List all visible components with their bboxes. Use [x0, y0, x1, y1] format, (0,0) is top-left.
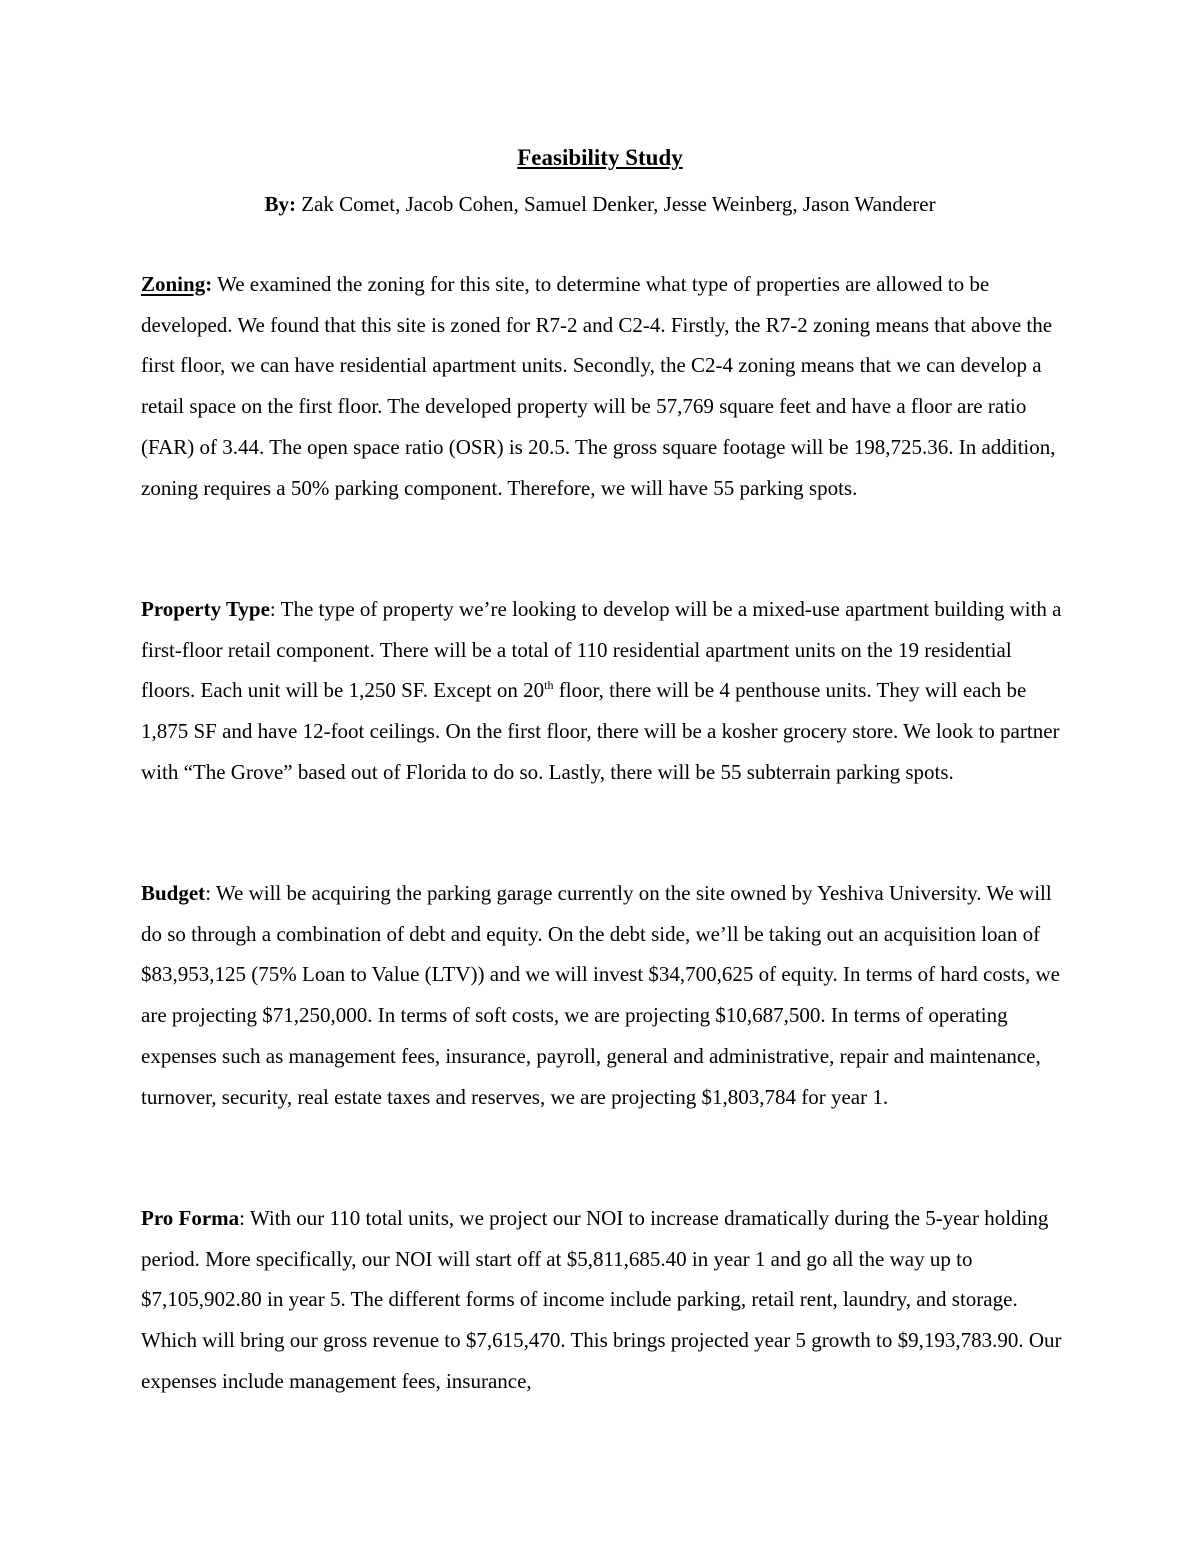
budget-paragraph: : We will be acquiring the parking garage currently on the site owned by Yeshiva University. We will do so through a combination of debt and equity. On the debt side, we’ll be taking out an acquisition loan of $83,953,125 (75% Loan to Value (LTV)) and we will invest $34,700,625 of equity. In terms of hard costs, we are projecting $71,250,000. In terms of soft costs, we are projecting $10,687,500. In terms of operating expenses such as management fees, insurance, payroll, general and administrative, repair and maintenance, turnover, security, real estate taxes and reserves, we are projecting $1,803,784 for year 1. — [141, 881, 1060, 1109]
pro-forma-section — [141, 1198, 1066, 1402]
property-type-section — [141, 589, 1066, 793]
byline-label: By: — [264, 192, 296, 216]
pro-forma-paragraph: : With our 110 total units, we project our NOI to increase dramatically during the 5-year holding period. More specifically, our NOI will start off at $5,811,685.40 in year 1 and go all the way up to $7,105,902.80 in year 5. The different forms of income include parking, retail rent, laundry, and storage. Which will bring our gross revenue to $7,615,470. This brings projected year 5 growth to $9,193,783.90. Our expenses include management fees, insurance, — [141, 1206, 1062, 1393]
pro-forma-heading: Pro Forma — [141, 1206, 240, 1230]
property-type-paragraph-part2: floor, there will be 4 penthouse units. They will each be 1,875 SF and have 12-foot ceilings. On the first floor, there will be a kosher grocery store. We look to partner with “The Grove” based out of Florida to do so. Lastly, there will be 55 subterrain parking spots. — [141, 678, 1060, 784]
ordinal-superscript: th — [544, 678, 554, 693]
property-type-paragraph-part1: : The type of property we’re looking to develop will be a mixed-use apartment building with a first-floor retail component. There will be a total of 110 residential apartment units on the 19 residential floors. Each unit will be 1,250 SF. Except on 20 — [141, 597, 1062, 703]
budget-section — [141, 873, 1066, 1117]
zoning-heading: Zoning — [141, 272, 206, 296]
budget-heading: Budget — [141, 881, 206, 905]
document-title: Feasibility Study — [517, 145, 683, 170]
byline — [0, 188, 1200, 220]
byline-authors: Zak Comet, Jacob Cohen, Samuel Denker, Jesse Weinberg, Jason Wanderer — [295, 192, 936, 216]
property-type-heading: Property Type — [141, 597, 270, 621]
zoning-heading-colon: : — [205, 272, 213, 296]
zoning-paragraph: We examined the zoning for this site, to determine what type of properties are allowed to be developed. We found that this site is zoned for R7-2 and C2-4. Firstly, the R7-2 zoning means that above the first floor, we can have residential apartment units. Secondly, the C2-4 zoning means that we can develop a retail space on the first floor. The developed property will be 57,769 square feet and have a floor are ratio (FAR) of 3.44. The open space ratio (OSR) is 20.5. The gross square footage will be 198,725.36. In addition, zoning requires a 50% parking component. Therefore, we will have 55 parking spots. — [141, 272, 1056, 500]
zoning-section — [141, 264, 1066, 508]
